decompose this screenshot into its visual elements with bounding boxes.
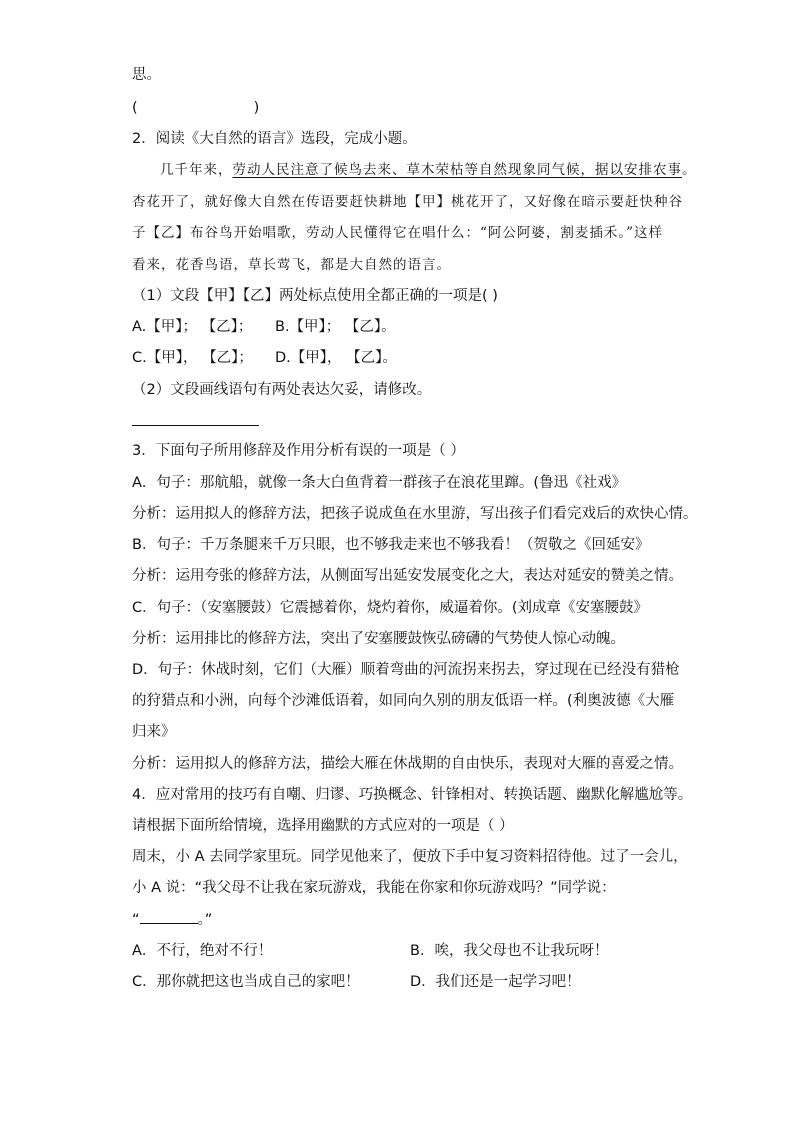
option-a[interactable]: A．不行，绝对不行！ (132, 943, 273, 959)
analysis-line: 分析：运用拟人的修辞方法，描绘大雁在休战期的自由快乐，表现对大雁的喜爱之情。 (132, 756, 683, 772)
passage-line: 看来，花香鸟语，草长莺飞，都是大自然的语言。 (132, 257, 451, 273)
option-d-continued: 归来》 (132, 724, 176, 740)
passage-text: 几千年来， (160, 162, 233, 178)
close-paren: ) (253, 100, 260, 116)
option-d[interactable]: D．我们还是一起学习吧！ (410, 974, 581, 990)
passage-line (160, 160, 697, 180)
close-quote: 。” (197, 912, 213, 928)
option-d-continued: 的狩猎点和小洲，向每个沙滩低语着，如同向久别的朋友低语一样。(利奥波德《大雁 (132, 693, 675, 709)
sub-question-2: （2）文段画线语句有两处表达欠妥，请修改。 (132, 382, 432, 398)
option-d[interactable]: D.【甲】， 【乙】。 (275, 350, 397, 366)
option-c[interactable]: C．那你就把这也当成自己的家吧！ (132, 974, 360, 990)
option-d[interactable]: D．句子：休战时刻，它们（大雁）顺着弯曲的河流拐来拐去，穿过现在已经没有猎枪 (132, 662, 680, 678)
passage-text: 。 (682, 162, 697, 178)
analysis-line: 分析：运用拟人的修辞方法，把孩子说成鱼在水里游，写出孩子们看完戏后的欢快心情。 (132, 506, 698, 522)
option-b[interactable]: B．句子：千万条腿来千万只眼，也不够我走来也不够我看！（贺敬之《回延安》 (132, 537, 650, 553)
sub-question-1: （1）文段【甲】【乙】两处标点使用全都正确的一项是( ) (132, 288, 498, 304)
fill-in-quote (132, 909, 212, 930)
question-4-prompt: 请根据下面所给情境，选择用幽默的方式应对的一项是（ ） (132, 818, 514, 834)
scenario-line: 小 A 说：“我父母不让我在家玩游戏，我能在你家和你玩游戏吗？”同学说： (132, 880, 616, 896)
passage-line: 子【乙】布谷鸟开始唱歌，劳动人民懂得它在唱什么：“阿公阿婆，割麦插禾。”这样 (132, 225, 664, 241)
option-b[interactable]: B．唉，我父母也不让我玩呀！ (410, 943, 609, 959)
open-paren: ( (132, 100, 138, 116)
question-4-heading: 4．应对常用的技巧有自嘲、归谬、巧换概念、针锋相对、转换话题、幽默化解尴尬等。 (132, 787, 693, 803)
option-c[interactable]: C.【甲】， 【乙】； (132, 350, 253, 366)
question-2-heading: 2．阅读《大自然的语言》选段，完成小题。 (132, 131, 417, 147)
quote-blank[interactable] (140, 909, 198, 924)
open-quote: “ (132, 912, 140, 928)
analysis-line: 分析：运用排比的修辞方法，突出了安塞腰鼓恢弘磅礴的气势使人惊心动魄。 (132, 631, 625, 647)
answer-line[interactable] (132, 425, 259, 426)
underlined-sentence: 劳动人民注意了候鸟去来、草木荣枯等自然现象同气候，据以安排农事 (232, 162, 682, 178)
question-3-heading: 3．下面句子所用修辞及作用分析有误的一项是（ ） (132, 443, 465, 459)
option-c[interactable]: C．句子：（安塞腰鼓）它震撼着你，烧灼着你，威逼着你。(刘成章《安塞腰鼓》 (132, 600, 649, 616)
analysis-line: 分析：运用夸张的修辞方法，从侧面写出延安发展变化之大，表达对延安的赞美之情。 (132, 568, 683, 584)
option-a[interactable]: A.【甲】； 【乙】； (132, 319, 253, 335)
text-line: 思。 (132, 67, 161, 83)
scenario-line: 周末，小 A 去同学家里玩。同学见他来了，便放下手中复习资料招待他。过了一会儿， (132, 849, 688, 865)
option-a[interactable]: A．句子：那航船，就像一条大白鱼背着一群孩子在浪花里蹿。(鲁迅《社戏》 (132, 475, 627, 491)
passage-line: 杏花开了，就好像大自然在传语要赶快耕地【甲】桃花开了，又好像在暗示要赶快种谷 (132, 194, 683, 210)
answer-parentheses (132, 98, 259, 118)
option-b[interactable]: B.【甲】； 【乙】。 (275, 319, 396, 335)
